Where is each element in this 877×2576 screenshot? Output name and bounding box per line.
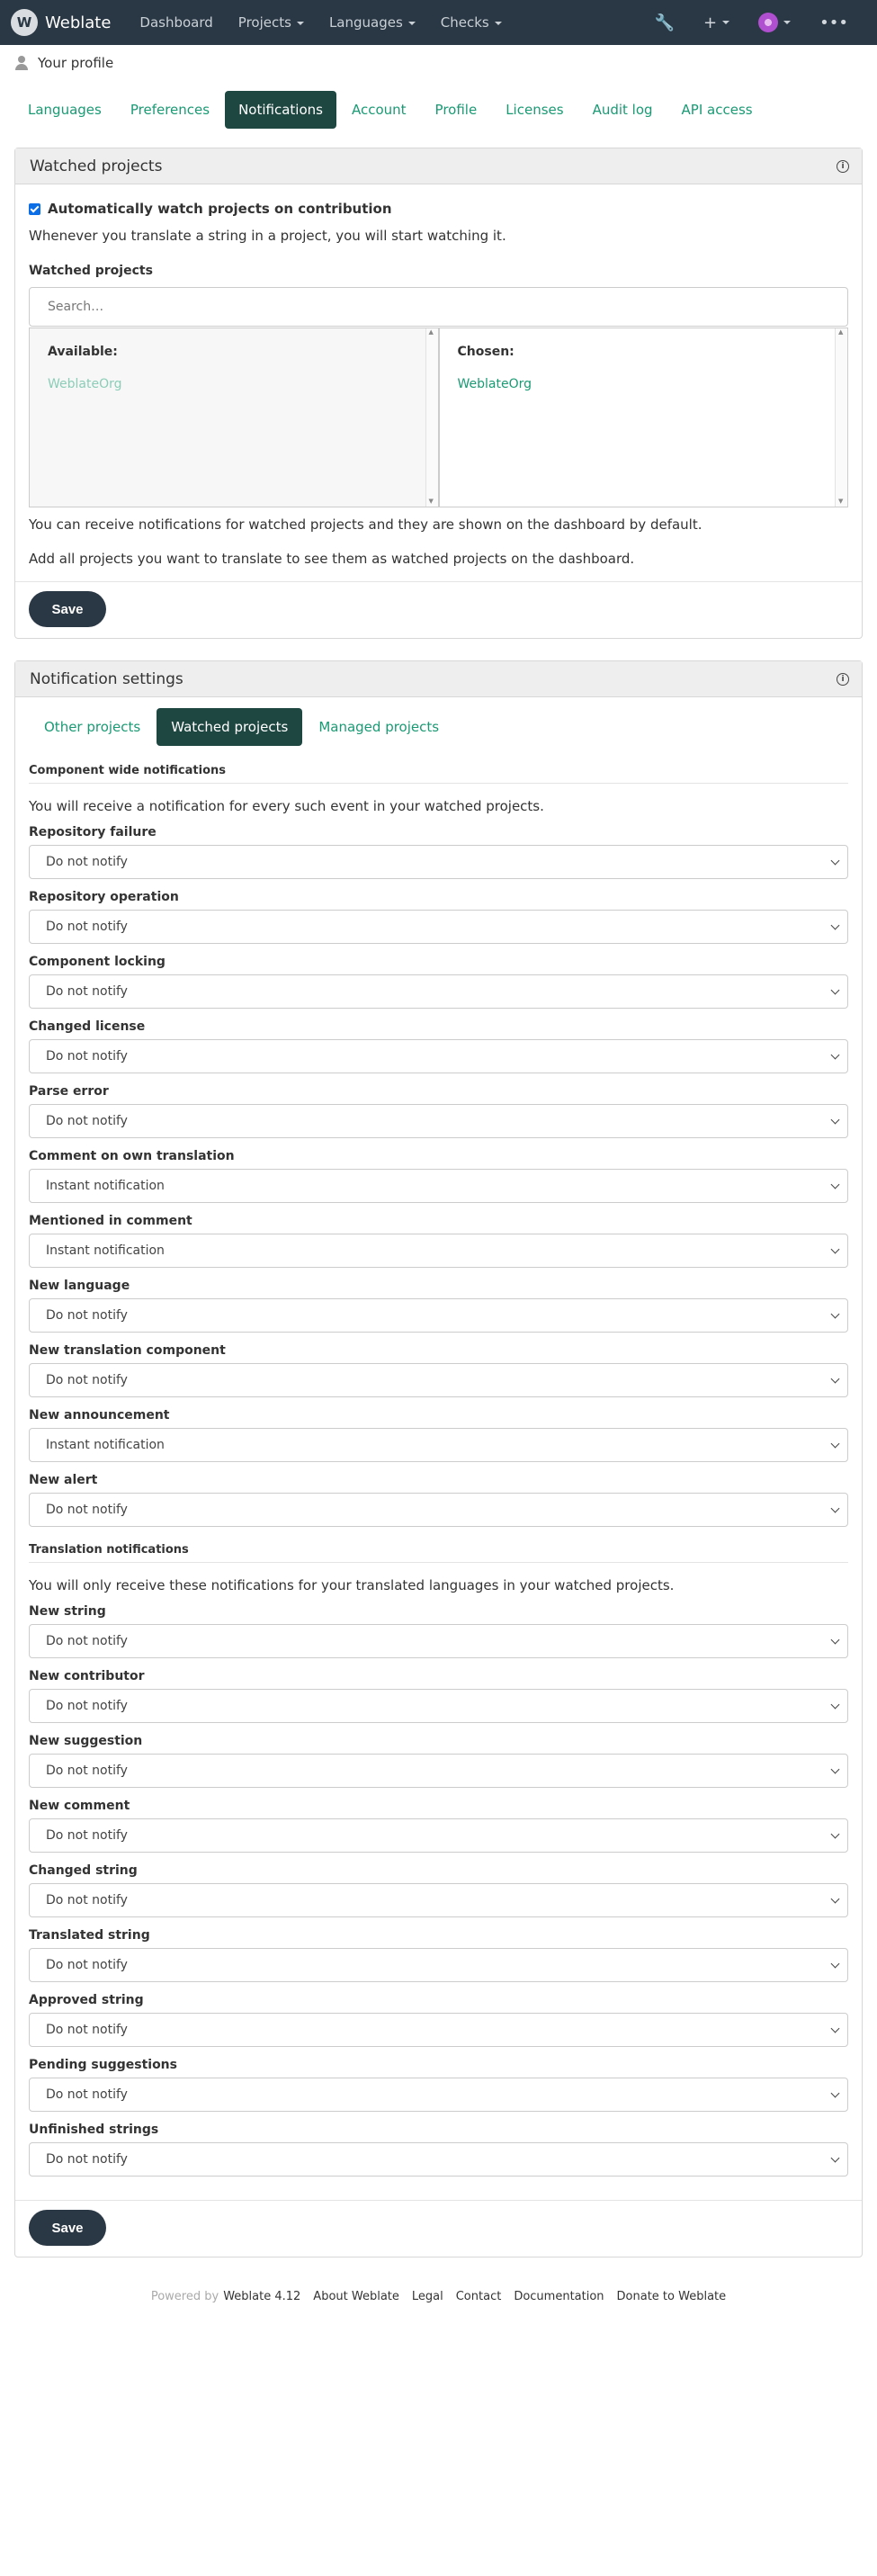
setting-new-language (29, 1279, 848, 1333)
project-search-input[interactable]: Search… (29, 287, 848, 327)
setting-label: New language (29, 1279, 130, 1293)
setting-label: New contributor (29, 1669, 145, 1683)
setting-new-comment (29, 1799, 848, 1853)
setting-label: Changed license (29, 1019, 146, 1034)
chevron-down-icon (831, 1895, 840, 1904)
approved-string-select[interactable] (29, 2013, 848, 2047)
changed-string-select[interactable] (29, 1883, 848, 1917)
select-value: Instant notification (46, 1243, 165, 1258)
chevron-down-icon (297, 22, 304, 25)
setting-label: Parse error (29, 1084, 109, 1099)
setting-label: Comment on own translation (29, 1149, 235, 1163)
panel-title: Watched projects (30, 157, 163, 175)
setting-translated-string (29, 1928, 848, 1982)
translation-section-title: Translation notifications (29, 1543, 848, 1563)
auto-watch-checkbox[interactable] (29, 203, 40, 215)
chevron-down-icon (831, 1180, 840, 1189)
setting-component-locking (29, 955, 848, 1009)
pending-suggestions-select[interactable] (29, 2078, 848, 2112)
setting-label: New comment (29, 1799, 130, 1813)
chevron-down-icon (831, 1504, 840, 1513)
footer-link-documentation[interactable]: Documentation (514, 2290, 604, 2303)
footer-link-donate-to-weblate[interactable]: Donate to Weblate (616, 2290, 727, 2303)
chevron-down-icon (831, 1960, 840, 1969)
setting-approved-string (29, 1993, 848, 2047)
chosen-scrollbar[interactable] (835, 328, 847, 507)
footer-link-about-weblate[interactable]: About Weblate (313, 2290, 399, 2303)
select-value: Do not notify (46, 1114, 128, 1128)
translation-section-desc: You will only receive these notifications for your translated languages in your watched projects. (29, 1577, 675, 1593)
chevron-down-icon (831, 1375, 840, 1384)
select-value: Do not notify (46, 1634, 128, 1648)
nav-right (640, 13, 863, 32)
translation-settings (29, 1604, 848, 2177)
new-alert-select[interactable] (29, 1493, 848, 1527)
setting-label: Approved string (29, 1993, 144, 2007)
setting-label: Translated string (29, 1928, 150, 1943)
new-contributor-select[interactable] (29, 1689, 848, 1723)
new-translation-component-select[interactable] (29, 1363, 848, 1397)
chevron-down-icon (831, 1701, 840, 1710)
chevron-down-icon (495, 22, 502, 25)
more-icon[interactable]: ••• (819, 13, 848, 32)
panel-heading (15, 148, 862, 184)
setting-repository-operation (29, 890, 848, 944)
chevron-down-icon (831, 1245, 840, 1254)
setting-label: New translation component (29, 1343, 226, 1358)
page-footer (0, 2290, 877, 2303)
tab-preferences[interactable]: Preferences (130, 102, 210, 118)
info-icon[interactable]: i (837, 160, 849, 173)
panel-heading (15, 661, 862, 697)
nav-links (127, 14, 514, 31)
chosen-list[interactable] (439, 328, 849, 507)
chevron-down-icon (831, 1636, 840, 1645)
save-button[interactable]: Save (29, 2210, 106, 2246)
unfinished-strings-select[interactable] (29, 2142, 848, 2177)
tab-managed-projects[interactable]: Managed projects (318, 719, 440, 735)
project-option[interactable]: WeblateOrg (48, 377, 122, 391)
chosen-title: Chosen: (457, 345, 515, 359)
profile-header (0, 45, 877, 81)
select-value: Do not notify (46, 1373, 128, 1387)
component-section-desc: You will receive a notification for every such event in your watched projects. (29, 798, 544, 814)
tab-other-projects[interactable]: Other projects (44, 719, 141, 735)
panel-title: Notification settings (30, 669, 183, 688)
setting-mentioned-in-comment (29, 1214, 848, 1268)
select-value: Do not notify (46, 1308, 128, 1323)
nav-link-label: Projects (237, 14, 291, 31)
footer-link-contact[interactable]: Contact (455, 2290, 502, 2303)
repository-failure-select[interactable] (29, 845, 848, 879)
footer-links (307, 2290, 732, 2303)
setting-label: Changed string (29, 1863, 138, 1878)
project-option[interactable]: WeblateOrg (457, 377, 532, 391)
footer-link-legal[interactable]: Legal (411, 2290, 443, 2303)
nav-link-label: Dashboard (139, 14, 213, 31)
setting-new-string (29, 1604, 848, 1658)
watched-projects-label: Watched projects (29, 264, 153, 278)
chevron-down-icon (831, 2154, 840, 2163)
setting-repository-failure (29, 825, 848, 879)
plus-icon: + (703, 13, 718, 32)
setting-new-announcement (29, 1408, 848, 1462)
setting-comment-on-own-translation (29, 1149, 848, 1203)
setting-label: New alert (29, 1473, 98, 1487)
select-value: Do not notify (46, 2023, 128, 2037)
chevron-down-icon (831, 2024, 840, 2033)
component-section-title: Component wide notifications (29, 764, 848, 784)
tab-languages[interactable]: Languages (28, 102, 102, 118)
setting-label: New announcement (29, 1408, 170, 1423)
setting-label: New suggestion (29, 1734, 143, 1748)
setting-label: Pending suggestions (29, 2058, 177, 2072)
chevron-down-icon (722, 21, 729, 24)
setting-new-alert (29, 1473, 848, 1527)
component-settings (29, 825, 848, 1527)
available-scrollbar[interactable] (425, 328, 438, 507)
chevron-down-icon (831, 1310, 840, 1319)
chevron-down-icon (831, 921, 840, 930)
avatar (758, 13, 778, 32)
auto-watch-label: Automatically watch projects on contribution (48, 201, 392, 217)
select-value: Do not notify (46, 1049, 128, 1064)
setting-label: Component locking (29, 955, 166, 969)
setting-new-contributor (29, 1669, 848, 1723)
save-button[interactable]: Save (29, 591, 106, 627)
chevron-down-icon (831, 986, 840, 995)
panel-footer (15, 581, 862, 638)
mentioned-in-comment-select[interactable] (29, 1234, 848, 1268)
weblate-logo-icon: W (11, 9, 38, 36)
select-value: Do not notify (46, 984, 128, 999)
repository-operation-select[interactable] (29, 910, 848, 944)
select-value: Do not notify (46, 1503, 128, 1517)
setting-new-suggestion (29, 1734, 848, 1788)
info-icon[interactable]: i (837, 673, 849, 686)
panel-body (15, 697, 862, 2191)
select-value: Do not notify (46, 2087, 128, 2102)
user-icon (14, 56, 29, 70)
tab-watched-projects[interactable]: Watched projects (157, 708, 302, 746)
setting-label: Repository operation (29, 890, 179, 904)
chevron-down-icon (831, 1765, 840, 1774)
changed-license-select[interactable] (29, 1039, 848, 1073)
tab-licenses[interactable]: Licenses (506, 102, 564, 118)
setting-pending-suggestions (29, 2058, 848, 2112)
setting-new-translation-component (29, 1343, 848, 1397)
panel-body (15, 184, 862, 581)
nav-link-checks[interactable] (441, 14, 502, 31)
available-list[interactable] (29, 328, 439, 507)
footer-version-link[interactable]: Weblate 4.12 (223, 2290, 301, 2303)
setting-label: Repository failure (29, 825, 157, 839)
select-value: Do not notify (46, 1699, 128, 1713)
parse-error-select[interactable] (29, 1104, 848, 1138)
notification-scope-tabs (29, 706, 848, 748)
notification-settings-panel (14, 660, 863, 2257)
setting-unfinished-strings (29, 2123, 848, 2177)
comment-on-own-translation-select[interactable] (29, 1169, 848, 1203)
setting-label: New string (29, 1604, 106, 1619)
translated-string-select[interactable] (29, 1948, 848, 1982)
select-value: Do not notify (46, 1764, 128, 1778)
tab-notifications[interactable]: Notifications (225, 91, 336, 129)
powered-by: Powered by (150, 2290, 219, 2303)
new-string-select[interactable] (29, 1624, 848, 1658)
watched-help-2: Add all projects you want to translate to see them as watched projects on the dashboard. (29, 551, 635, 567)
select-value: Do not notify (46, 920, 128, 934)
user-menu[interactable] (758, 13, 791, 32)
chevron-down-icon (831, 1051, 840, 1060)
select-value: Do not notify (46, 1893, 128, 1907)
select-value: Do not notify (46, 1958, 128, 1972)
new-suggestion-select[interactable] (29, 1754, 848, 1788)
tab-audit-log[interactable]: Audit log (592, 102, 653, 118)
nav-link-projects[interactable] (238, 14, 304, 31)
setting-label: Mentioned in comment (29, 1214, 192, 1228)
tab-api-access[interactable]: API access (681, 102, 753, 118)
auto-watch-row[interactable] (29, 201, 848, 217)
watched-help-1: You can receive notifications for watched projects and they are shown on the dashboard by default. (29, 516, 702, 533)
profile-tabs (0, 88, 877, 131)
select-value: Do not notify (46, 2152, 128, 2167)
wrench-icon[interactable]: 🔧 (654, 13, 676, 32)
new-announcement-select[interactable] (29, 1428, 848, 1462)
chevron-down-icon (831, 2089, 840, 2098)
nav-link-label: Checks (440, 14, 489, 31)
nav-link-label: Languages (328, 14, 403, 31)
setting-changed-string (29, 1863, 848, 1917)
component-locking-select[interactable] (29, 974, 848, 1009)
nav-link-dashboard[interactable] (139, 14, 212, 31)
tab-account[interactable]: Account (351, 102, 407, 118)
watched-projects-panel (14, 148, 863, 639)
auto-watch-help: Whenever you translate a string in a project, you will start watching it. (29, 228, 506, 244)
nav-link-languages[interactable] (329, 14, 416, 31)
new-language-select[interactable] (29, 1298, 848, 1333)
select-value: Do not notify (46, 1828, 128, 1843)
brand[interactable] (11, 9, 111, 36)
select-value: Instant notification (46, 1179, 165, 1193)
setting-label: Unfinished strings (29, 2123, 159, 2137)
available-items (48, 377, 420, 391)
tab-profile[interactable]: Profile (434, 102, 478, 118)
top-navbar (0, 0, 877, 45)
panel-footer (15, 2200, 862, 2257)
new-comment-select[interactable] (29, 1818, 848, 1853)
chevron-down-icon (783, 21, 791, 24)
available-title: Available: (48, 345, 118, 359)
select-value: Instant notification (46, 1438, 165, 1452)
setting-parse-error (29, 1084, 848, 1138)
page-title: Your profile (38, 55, 114, 71)
add-menu[interactable] (703, 13, 729, 32)
chevron-down-icon (408, 22, 416, 25)
chevron-down-icon (831, 1830, 840, 1839)
brand-name: Weblate (45, 13, 112, 32)
chevron-down-icon (831, 857, 840, 866)
chevron-down-icon (831, 1116, 840, 1125)
project-selector (29, 328, 848, 507)
chosen-items (458, 377, 830, 391)
chevron-down-icon (831, 1440, 840, 1449)
setting-changed-license (29, 1019, 848, 1073)
select-value: Do not notify (46, 855, 128, 869)
